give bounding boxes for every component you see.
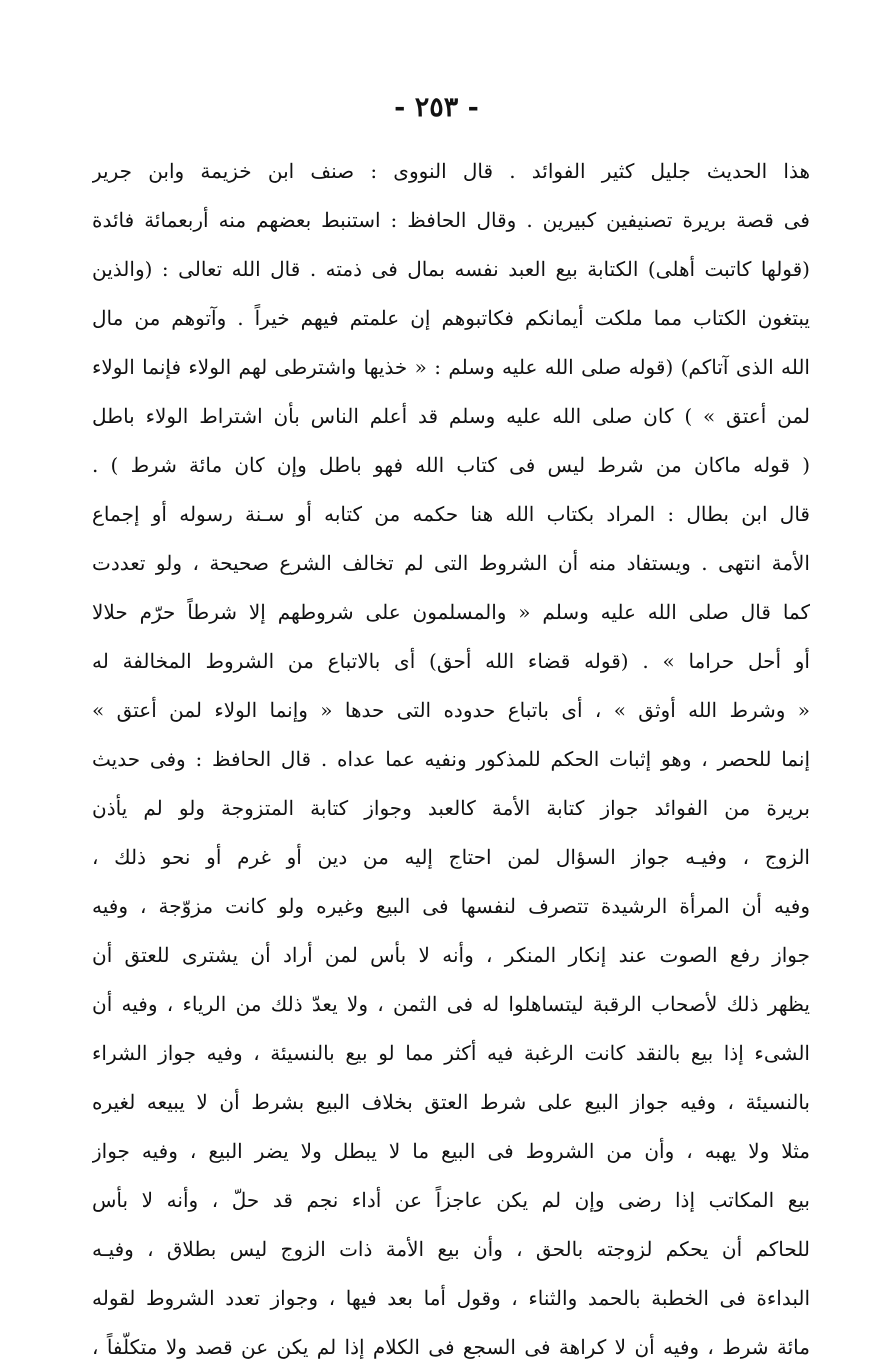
text-line: يبتغون الكتاب مما ملكت أيمانكم فكاتبوهم إن علمتم فيهم خيراً . وآتوهم من مال — [92, 306, 810, 330]
text-line: الشىء إذا بيع بالنقد كانت الرغبة فيه أكثر مما لو بيع بالنسيئة ، وفيه جواز الشراء — [92, 1041, 810, 1065]
text-line: وفيه أن المرأة الرشيدة تتصرف لنفسها فى البيع وغيره ولو كانت مزوّجة ، وفيه — [92, 894, 810, 918]
text-line: البداءة فى الخطبة بالحمد والثناء ، وقول أما بعد فيها ، وجواز تعدد الشروط لقوله — [92, 1286, 810, 1310]
text-line: جواز رفع الصوت عند إنكار المنكر ، وأنه لا بأس لمن أراد أن يشترى للعتق أن — [92, 943, 810, 967]
text-line: الله الذى آتاكم) (قوله صلى الله عليه وسلم : « خذيها واشترطى لهم الولاء فإنما الولاء — [92, 355, 810, 379]
text-line: مائة شرط ، وفيه أن لا كراهة فى السجع فى الكلام إذا لم يكن عن قصد ولا متكلّفاً ، — [92, 1335, 810, 1359]
text-line: بالنسيئة ، وفيه جواز البيع على شرط العتق بخلاف البيع بشرط أن لا يبيعه لغيره — [92, 1090, 810, 1114]
text-line: لمن أعتق » ) كان صلى الله عليه وسلم قد أعلم الناس بأن اشتراط الولاء باطل — [92, 404, 810, 428]
text-line: فى قصة بريرة تصنيفين كبيرين . وقال الحافظ : استنبط بعضهم منه أربعمائة فائدة — [92, 208, 810, 232]
text-line: أو أحل حراما » . (قوله قضاء الله أحق) أى بالاتباع من الشروط المخالفة له — [92, 649, 810, 673]
text-line: مثلا ولا يهبه ، وأن من الشروط فى البيع ما لا يبطل ولا يضر البيع ، وفيه جواز — [92, 1139, 810, 1163]
text-line: للحاكم أن يحكم لزوجته بالحق ، وأن بيع الأمة ذات الزوج ليس بطلاق ، وفيـه — [92, 1237, 810, 1261]
body-text — [92, 147, 810, 1372]
text-line: « وشرط الله أوثق » ، أى باتباع حدوده التى حدها « وإنما الولاء لمن أعتق » — [92, 698, 810, 722]
page-number: - ٢٥٣ - — [394, 92, 479, 123]
text-line: إنما للحصر ، وهو إثبات الحكم للمذكور ونفيه عما عداه . قال الحافظ : وفى حديث — [92, 747, 810, 771]
text-line: قال ابن بطال : المراد بكتاب الله هنا حكمه من كتابه أو سـنة رسوله أو إجماع — [92, 502, 810, 526]
text-line: (قولها كاتبت أهلى) الكتابة بيع العبد نفسه بمال فى ذمته . قال الله تعالى : (والذين — [92, 257, 810, 281]
text-line: كما قال صلى الله عليه وسلم « والمسلمون على شروطهم إلا شرطاً حرّم حلالا — [92, 600, 810, 624]
text-line: الأمة انتهى . ويستفاد منه أن الشروط التى لم تخالف الشرع صحيحة ، ولو تعددت — [92, 551, 810, 575]
text-line: بيع المكاتب إذا رضى وإن لم يكن عاجزاً عن أداء نجم قد حلّ ، وأنه لا بأس — [92, 1188, 810, 1212]
text-line: الزوج ، وفيـه جواز السؤال لمن احتاج إليه من دين أو غرم أو نحو ذلك ، — [92, 845, 810, 869]
text-line: يظهر ذلك لأصحاب الرقبة ليتساهلوا له فى الثمن ، ولا يعدّ ذلك من الرياء ، وفيه أن — [92, 992, 810, 1016]
text-line: هذا الحديث جليل كثير الفوائد . قال النووى : صنف ابن خزيمة وابن جرير — [92, 159, 810, 183]
text-line: ( قوله ماكان من شرط ليس فى كتاب الله فهو باطل وإن كان مائة شرط ) . — [92, 453, 810, 477]
text-line: بريرة من الفوائد جواز كتابة الأمة كالعبد وجواز كتابة المتزوجة ولو لم يأذن — [92, 796, 810, 820]
